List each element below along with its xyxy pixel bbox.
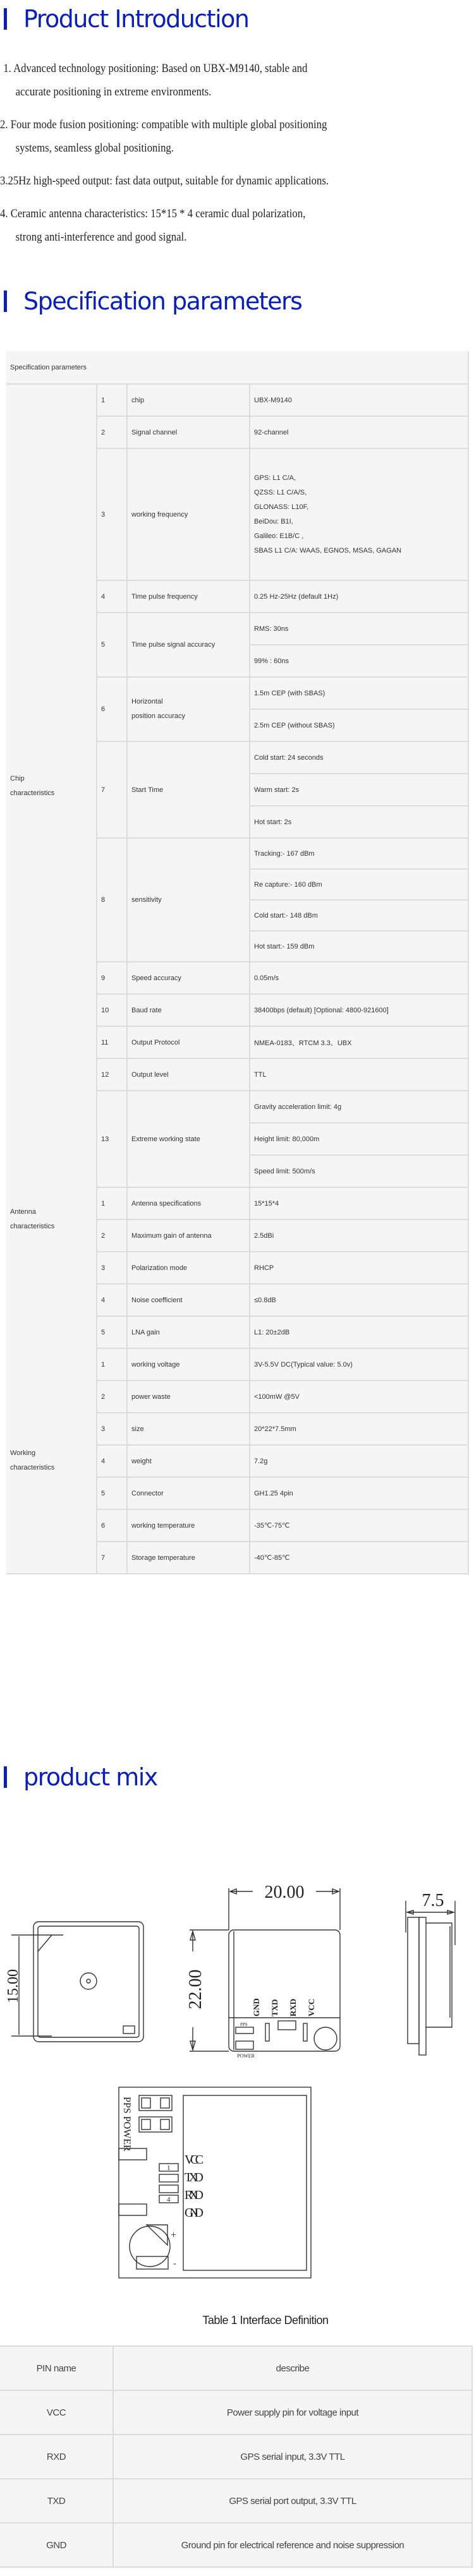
spec-item-label	[127, 1026, 250, 1058]
spec-item-value: <100mW @5V	[250, 1381, 468, 1413]
dim-antenna-label: 15.00	[5, 1969, 21, 2003]
interface-table-header	[0, 2346, 472, 2390]
spec-item-label	[127, 1509, 250, 1542]
spec-item-number: 2	[97, 1219, 127, 1252]
spec-item-value: Hot start: 2s	[250, 806, 468, 838]
spec-group-cell	[6, 1187, 97, 1252]
spec-item-label	[127, 838, 250, 962]
spec-item-label-line: Connector	[131, 1489, 164, 1497]
spec-group-name: Chip	[10, 774, 25, 782]
spec-heading: Specification parameters	[4, 287, 301, 315]
spec-item-number: 4	[97, 580, 127, 613]
spec-item-number: 7	[97, 741, 127, 838]
spec-row	[6, 1187, 468, 1219]
led-pps-label: PPS	[240, 2022, 248, 2027]
spec-item-label	[127, 741, 250, 838]
heading-bar	[4, 8, 7, 30]
spec-item-label	[127, 416, 250, 448]
spec-item-value: 0.25 Hz-25Hz (default 1Hz)	[250, 580, 468, 613]
pin-description: GPS serial input, 3.3V TTL	[113, 2435, 472, 2479]
header-pin-name: PIN name	[0, 2346, 113, 2390]
pin-description: Ground pin for electrical reference and noise suppression	[113, 2523, 472, 2567]
spec-row	[6, 1348, 468, 1381]
spec-item-value: UBX-M9140	[250, 384, 468, 416]
spec-item-label-line: working temperature	[131, 1521, 195, 1530]
interface-row	[0, 2523, 472, 2567]
pin-label-rxd: RXD	[288, 1998, 298, 2016]
interface-row	[0, 2390, 472, 2435]
spec-item-value	[250, 448, 468, 580]
spec-value-line: GPS: L1 C/A,	[254, 474, 296, 482]
spec-item-number: 9	[97, 962, 127, 994]
spec-value-line: QZSS: L1 C/A/S,	[254, 488, 307, 496]
spec-item-value: 38400bps (default) [Optional: 4800-921600]	[250, 994, 468, 1026]
intro-point-line: strong anti-interference and good signal.	[15, 231, 187, 244]
spec-item-value: Speed limit: 500m/s	[250, 1155, 468, 1187]
spec-item-label	[127, 1091, 250, 1187]
spec-item-label	[127, 613, 250, 677]
intro-point-line: accurate positioning in extreme environments.	[15, 85, 212, 99]
spec-item-number: 1	[97, 1348, 127, 1381]
intro-point-line: 3.25Hz high-speed output: fast data output, suitable for dynamic applications.	[0, 174, 329, 188]
spec-item-label	[127, 1219, 250, 1252]
pin-label-rxd-bottom: RXD	[185, 2188, 204, 2202]
spec-group-name: Antenna	[10, 1208, 36, 1216]
dim-thickness-label: 7.5	[422, 1891, 444, 1910]
spec-header-cell: Specification parameters	[6, 351, 468, 384]
pin4-label: 4	[167, 2196, 171, 2203]
dim-width-label: 20.00	[264, 1883, 305, 1902]
spec-item-label-line: Time pulse frequency	[131, 592, 198, 601]
spec-item-value: 3V-5.5V DC(Typical value: 5.0v)	[250, 1348, 468, 1381]
spec-group-cell	[6, 384, 97, 1187]
spec-table-header	[6, 351, 468, 384]
plus-label: +	[171, 2230, 177, 2241]
heading-bar	[4, 1766, 7, 1788]
heading-bar	[4, 291, 7, 312]
spec-item-value: Cold start:- 148 dBm	[250, 900, 468, 931]
spec-item-label-line: position accuracy	[131, 712, 185, 720]
spec-item-label	[127, 1445, 250, 1477]
spec-group-name: characteristics	[10, 1223, 55, 1230]
spec-item-value: Cold start: 24 seconds	[250, 741, 468, 774]
interface-row	[0, 2435, 472, 2479]
spec-item-value: TTL	[250, 1058, 468, 1091]
spec-item-label	[127, 962, 250, 994]
module-dimension-drawing	[0, 1869, 474, 2299]
led-power-label: POWER	[237, 2053, 255, 2059]
spec-item-label-line: sensitivity	[131, 896, 162, 904]
spec-group-cell	[6, 1252, 97, 1348]
pin-label-txd: TXD	[270, 1999, 279, 2016]
spec-item-value: 2.5m CEP (without SBAS)	[250, 709, 468, 741]
spec-item-value: GH1.25 4pin	[250, 1477, 468, 1509]
spec-item-value: 2.5dBi	[250, 1219, 468, 1252]
spec-item-number: 5	[97, 1316, 127, 1348]
dim-height-label: 22.00	[186, 1969, 205, 2010]
spec-item-label	[127, 1348, 250, 1381]
spec-item-label-line: Noise coefficient	[131, 1296, 183, 1304]
spec-item-number: 5	[97, 1477, 127, 1509]
spec-item-label	[127, 1187, 250, 1219]
spec-item-value: Hot start:- 159 dBm	[250, 931, 468, 962]
spec-item-value: ≤0.8dB	[250, 1284, 468, 1316]
spec-item-number: 2	[97, 1381, 127, 1413]
interface-table-caption: Table 1 Interface Definition	[202, 2314, 329, 2327]
intro-list	[0, 57, 473, 249]
board-bottom-view	[119, 2087, 311, 2278]
spacer	[0, 160, 473, 169]
antenna-top-view	[5, 1922, 143, 2042]
spec-value-line: SBAS L1 C/A: WAAS, EGNOS, MSAS, GAGAN	[254, 546, 402, 554]
spec-group-name: Working	[10, 1449, 36, 1457]
intro-point-line: 1. Advanced technology positioning: Based on UBX-M9140, stable and	[3, 62, 308, 75]
spec-item-number: 3	[97, 448, 127, 580]
spec-item-label-line: Maximum gain of antenna	[131, 1231, 212, 1240]
spec-item-value: -40℃-85℃	[250, 1542, 468, 1574]
spec-item-number: 7	[97, 1542, 127, 1574]
pin1-label: 1	[167, 2164, 171, 2172]
spec-item-value: Gravity acceleration limit: 4g	[250, 1091, 468, 1123]
spec-item-label-line: Baud rate	[131, 1006, 162, 1014]
spec-item-label-line: working frequency	[131, 510, 188, 518]
spec-item-number: 6	[97, 677, 127, 741]
spec-item-label-line: Extreme working state	[131, 1135, 200, 1143]
spec-item-number: 2	[97, 416, 127, 448]
pin-description: Power supply pin for voltage input	[113, 2390, 472, 2435]
pin-name: VCC	[0, 2390, 113, 2435]
spec-item-value: Re capture:- 160 dBm	[250, 869, 468, 900]
spec-value-line: GLONASS: L10F,	[254, 503, 309, 511]
board-top-view	[186, 1883, 340, 2059]
spec-item-value: 7.2g	[250, 1445, 468, 1477]
spec-row	[6, 1252, 468, 1284]
spec-item-value: 20*22*7.5mm	[250, 1413, 468, 1445]
pin-label-gnd-bottom: GND	[185, 2206, 204, 2220]
spec-item-label-line: Start Time	[131, 786, 164, 794]
spec-item-label-line: power waste	[131, 1393, 171, 1401]
spec-item-label	[127, 1413, 250, 1445]
interface-table	[0, 2345, 473, 2568]
spec-item-number: 4	[97, 1284, 127, 1316]
spec-group-name: characteristics	[10, 1464, 55, 1471]
interface-row	[0, 2479, 472, 2523]
minus-label: -	[173, 2259, 176, 2268]
spec-item-value: 1.5m CEP (with SBAS)	[250, 677, 468, 709]
spec-item-label-line: Time pulse signal accuracy	[131, 641, 216, 649]
header-describe: describe	[113, 2346, 472, 2390]
spec-item-label	[127, 994, 250, 1026]
spec-item-number: 11	[97, 1026, 127, 1058]
spec-row	[6, 384, 468, 416]
intro-point-line: 2. Four mode fusion positioning: compatible with multiple global positioning	[0, 118, 327, 131]
spec-table	[6, 351, 469, 1574]
spec-item-label-line: Storage temperature	[131, 1554, 195, 1562]
spec-item-label-line: Speed accuracy	[131, 974, 181, 982]
spec-item-value: Warm start: 2s	[250, 774, 468, 806]
intro-point-line: systems, seamless global positioning.	[15, 141, 174, 155]
pin-description: GPS serial port output, 3.3V TTL	[113, 2479, 472, 2523]
spec-item-label-line: working voltage	[131, 1360, 180, 1369]
pin-name: RXD	[0, 2435, 113, 2479]
led-label: PPS POWER	[121, 2097, 132, 2152]
spec-item-label-line: Signal channel	[131, 428, 178, 436]
spec-item-value: Tracking:- 167 dBm	[250, 838, 468, 869]
pin-label-vcc-bottom: VCC	[185, 2153, 204, 2167]
spec-item-number: 10	[97, 994, 127, 1026]
spec-item-label	[127, 1381, 250, 1413]
spec-item-number: 1	[97, 384, 127, 416]
spec-item-label	[127, 1284, 250, 1316]
spec-item-number: 8	[97, 838, 127, 962]
spec-item-label-line: Output Protocol	[131, 1038, 180, 1046]
spec-item-label-line: chip	[131, 396, 145, 404]
spec-item-value: RMS: 30ns	[250, 613, 468, 645]
spec-item-value: NMEA-0183、RTCM 3.3、UBX	[250, 1026, 468, 1058]
spec-item-label	[127, 384, 250, 416]
spec-item-value: 92-channel	[250, 416, 468, 448]
spec-item-number: 5	[97, 613, 127, 677]
spec-item-label	[127, 1316, 250, 1348]
spec-item-number: 6	[97, 1509, 127, 1542]
spec-item-label	[127, 1058, 250, 1091]
spec-group-cell	[6, 1348, 97, 1574]
spec-item-label-line: size	[131, 1425, 144, 1433]
spec-item-label-line: Polarization mode	[131, 1264, 188, 1272]
spec-item-value: 0.05m/s	[250, 962, 468, 994]
spec-value-line: Galileo: E1B/C ,	[254, 532, 304, 540]
spec-value-line: BeiDou: B1I,	[254, 517, 293, 525]
spec-item-value: Height limit: 80,000m	[250, 1123, 468, 1155]
pin-label-vcc: VCC	[307, 1998, 316, 2016]
spec-item-label	[127, 1477, 250, 1509]
spec-item-value: RHCP	[250, 1252, 468, 1284]
side-view	[406, 1891, 455, 2055]
spec-item-label-line: Antenna specifications	[131, 1199, 202, 1207]
spec-item-number: 1	[97, 1187, 127, 1219]
spec-item-value: L1: 20±2dB	[250, 1316, 468, 1348]
spec-group-name: characteristics	[10, 789, 55, 797]
spacer	[0, 193, 473, 202]
mix-heading: product mix	[4, 1763, 157, 1791]
spec-item-label	[127, 1252, 250, 1284]
pin-name: GND	[0, 2523, 113, 2567]
spacer	[0, 104, 473, 113]
spec-item-value: -35℃-75℃	[250, 1509, 468, 1542]
spec-item-label	[127, 677, 250, 741]
pin-name: TXD	[0, 2479, 113, 2523]
pin-label-gnd: GND	[252, 1998, 261, 2016]
pin-label-txd-bottom: TXD	[185, 2171, 204, 2184]
spec-item-label-line: Output level	[131, 1070, 169, 1079]
spec-item-number: 4	[97, 1445, 127, 1477]
intro-heading: Product Introduction	[4, 5, 248, 33]
spec-item-value: 15*15*4	[250, 1187, 468, 1219]
spec-item-number: 3	[97, 1252, 127, 1284]
spec-item-label	[127, 448, 250, 580]
spec-item-label	[127, 1542, 250, 1574]
spec-item-label-line: Horizontal	[131, 698, 163, 705]
spec-item-number: 12	[97, 1058, 127, 1091]
intro-point-line: 4. Ceramic antenna characteristics: 15*15 * 4 ceramic dual polarization,	[0, 207, 306, 220]
spec-item-label-line: LNA gain	[131, 1328, 160, 1336]
spec-item-number: 3	[97, 1413, 127, 1445]
spec-item-label	[127, 580, 250, 613]
spec-item-number: 13	[97, 1091, 127, 1187]
spec-item-value: 99% : 60ns	[250, 645, 468, 677]
spec-item-label-line: weight	[131, 1457, 152, 1465]
